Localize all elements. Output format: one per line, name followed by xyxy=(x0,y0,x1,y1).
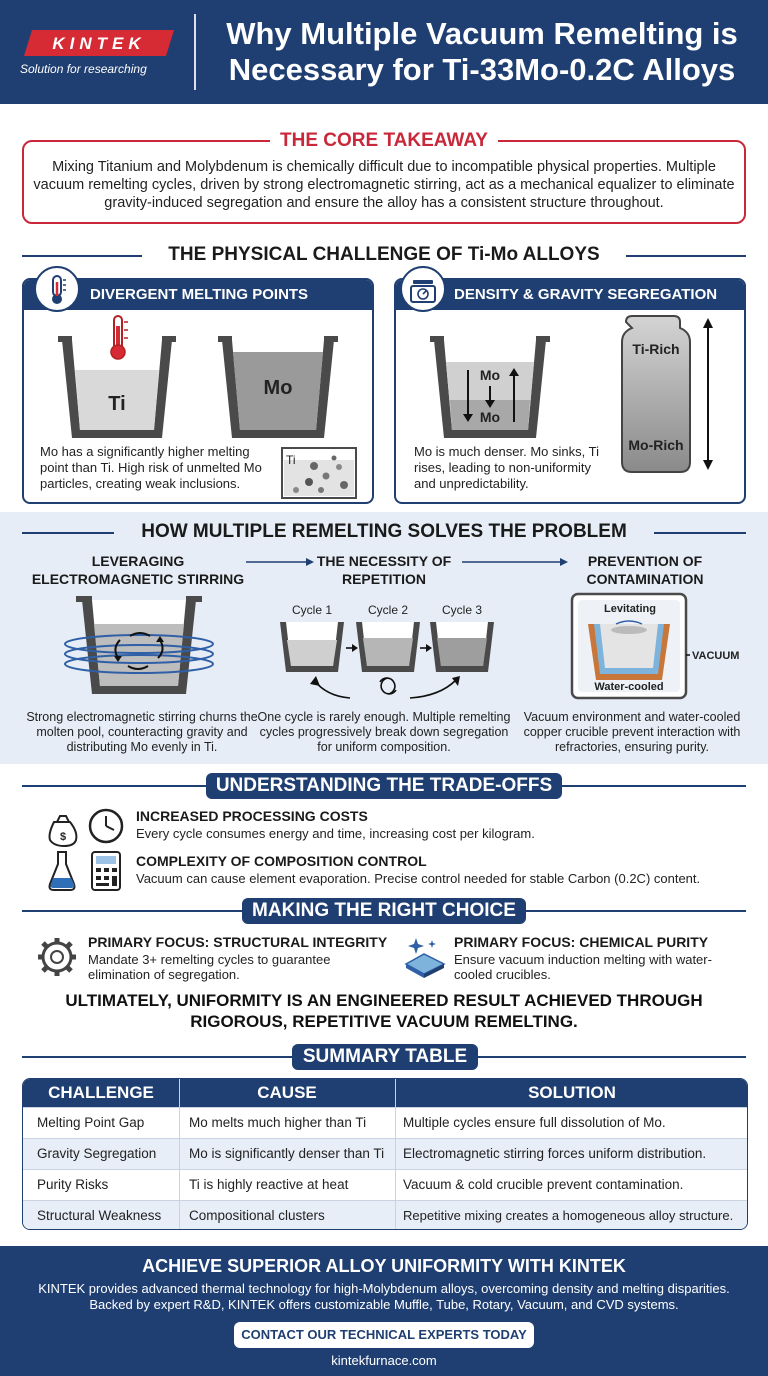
flask-icon xyxy=(50,852,75,890)
melting-points-title: DIVERGENT MELTING POINTS xyxy=(90,286,309,303)
column-header-cause: CAUSE xyxy=(257,1083,317,1102)
tradeoff-composition-title: COMPLEXITY OF COMPOSITION CONTROL xyxy=(136,853,427,869)
column-header-solution: SOLUTION xyxy=(528,1083,616,1102)
summary-table xyxy=(22,1078,748,1230)
cell-cause: Mo melts much higher than Ti xyxy=(189,1115,367,1130)
cell-challenge: Purity Risks xyxy=(37,1177,109,1192)
cycle1-label: Cycle 1 xyxy=(291,603,333,617)
summary-heading xyxy=(22,1044,746,1070)
scale-badge-icon xyxy=(400,266,446,312)
tradeoffs-heading xyxy=(22,773,746,799)
cell-challenge: Gravity Segregation xyxy=(37,1146,157,1161)
gear-icon xyxy=(34,934,80,980)
cell-solution: Multiple cycles ensure full dissolution of Mo. xyxy=(403,1115,666,1130)
remelt-illustrations xyxy=(0,548,768,708)
cycle3-label: Cycle 3 xyxy=(441,603,483,617)
table-header-row xyxy=(23,1079,748,1107)
contact-experts-button[interactable]: CONTACT OUR TECHNICAL EXPERTS TODAY xyxy=(234,1322,534,1348)
col3-title-line1: PREVENTION OF xyxy=(587,553,703,569)
melting-points-panel xyxy=(22,278,374,504)
cell-challenge: Structural Weakness xyxy=(37,1208,162,1223)
levitating-label: Levitating xyxy=(604,603,656,615)
core-takeaway-title: THE CORE TAKEAWAY xyxy=(270,130,498,152)
choice-pill: MAKING THE RIGHT CHOICE xyxy=(242,898,526,924)
water-cooled-label: Water-cooled xyxy=(594,681,664,693)
tradeoff-composition-text: Vacuum can cause element evaporation. Precise control needed for stable Carbon (0.2C) content. xyxy=(136,871,701,886)
col2-title-line2: REPETITION xyxy=(341,571,426,587)
stirring-crucible-icon xyxy=(65,596,213,694)
logo-tagline: Solution for researching xyxy=(20,62,147,76)
svg-text:$: $ xyxy=(59,831,67,843)
density-text: Mo is much denser. Mo sinks, Ti rises, leading to non-uniformity and unpredictability. xyxy=(414,444,599,491)
cell-solution: Electromagnetic stirring forces uniform distribution. xyxy=(403,1146,707,1161)
label-ti: Ti xyxy=(108,393,126,415)
column-divider xyxy=(395,1079,396,1230)
label-mo-top: Mo xyxy=(479,367,501,383)
header-divider xyxy=(194,14,196,90)
inset-label-ti: Ti xyxy=(286,453,296,467)
flow-arrow-icon xyxy=(246,558,568,566)
table-row xyxy=(23,1107,748,1138)
tradeoff-costs-title: INCREASED PROCESSING COSTS xyxy=(136,808,368,824)
choice-purity-title: PRIMARY FOCUS: CHEMICAL PURITY xyxy=(454,934,709,950)
table-row xyxy=(23,1138,748,1169)
col1-text: Strong electromagnetic stirring churns the molten pool, counteracting gravity and distributing Mo evenly in Ti. xyxy=(26,710,258,754)
vacuum-chamber-icon xyxy=(572,594,739,698)
melting-points-text: Mo has a significantly higher melting point than Ti. High risk of unmelted Mo particles, creating weak inclusions. xyxy=(40,444,262,491)
table-row xyxy=(23,1169,748,1200)
col2-title-line1: THE NECESSITY OF xyxy=(316,553,452,569)
cell-cause: Ti is highly reactive at heat xyxy=(189,1177,349,1192)
label-mo: Mo xyxy=(263,377,293,399)
thermometer-icon xyxy=(111,316,128,359)
svg-text:KINTEK: KINTEK xyxy=(52,34,146,53)
cell-cause: Compositional clusters xyxy=(189,1208,325,1223)
money-bag-icon xyxy=(50,816,77,846)
cell-solution: Vacuum & cold crucible prevent contamination. xyxy=(403,1177,684,1192)
core-takeaway-text: Mixing Titanium and Molybdenum is chemically difficult due to incompatible physical properties. Multiple vacuum remelting cycles, driven by strong electromagnetic stirring, act as a mechanical equalizer to eliminate gravity-induced segregation and ensure the alloy has a consistent structure throughout. xyxy=(33,159,735,211)
title-line-2: Necessary for Ti-33Mo-0.2C Alloys xyxy=(228,52,736,87)
label-mo-bottom: Mo xyxy=(479,409,501,425)
clock-icon xyxy=(90,810,122,842)
physical-heading-text: THE PHYSICAL CHALLENGE OF Ti-Mo ALLOYS xyxy=(168,244,600,265)
vacuum-label: VACUUM xyxy=(692,650,740,662)
cycle2-label: Cycle 2 xyxy=(367,603,409,617)
cell-solution: Repetitive mixing creates a homogeneous alloy structure. xyxy=(403,1208,734,1223)
core-title-wrap xyxy=(0,130,768,152)
ingot-icon xyxy=(622,316,713,472)
tradeoffs-pill: UNDERSTANDING THE TRADE-OFFS xyxy=(206,773,562,799)
website-link[interactable]: kintekfurnace.com xyxy=(331,1353,437,1368)
thermometer-badge-icon xyxy=(34,266,80,312)
tradeoff-icons xyxy=(44,804,128,894)
inclusion-inset-icon xyxy=(282,448,356,498)
cycle-crucibles-icon xyxy=(280,603,494,698)
col1-title-line2: ELECTROMAGNETIC STIRRING xyxy=(31,571,245,587)
cell-cause: Mo is significantly denser than Ti xyxy=(189,1146,385,1161)
col3-title-line2: CONTAMINATION xyxy=(586,571,704,587)
choice-structural-title: PRIMARY FOCUS: STRUCTURAL INTEGRITY xyxy=(88,934,388,950)
logo-wordmark-icon xyxy=(24,30,174,56)
choice-structural-text: Mandate 3+ remelting cycles to guarantee elimination of segregation. xyxy=(88,952,331,982)
density-title: DENSITY & GRAVITY SEGREGATION xyxy=(454,286,718,303)
label-mo-rich: Mo-Rich xyxy=(628,437,684,453)
column-divider xyxy=(179,1079,180,1230)
page-title xyxy=(204,16,760,88)
label-ti-rich: Ti-Rich xyxy=(632,341,680,357)
physical-challenge-heading xyxy=(22,244,746,268)
sparkle-tile-icon xyxy=(402,934,448,980)
footer-text: KINTEK provides advanced thermal technology for high-Molybdenum alloys, overcoming density and melting disparities. Backed by expert R&D, KINTEK offers customizable Muffle, Tube, Rotary, Vacuum, and CVD systems. xyxy=(38,1281,730,1312)
density-panel xyxy=(394,278,746,504)
choice-heading xyxy=(22,898,746,924)
column-header-challenge: CHALLENGE xyxy=(48,1083,154,1102)
ultimate-statement: ULTIMATELY, UNIFORMITY IS AN ENGINEERED RESULT ACHIEVED THROUGH RIGOROUS, REPETITIVE VACUUM REMELTING. xyxy=(65,991,703,1031)
table-row xyxy=(23,1200,748,1230)
tradeoff-costs-text: Every cycle consumes energy and time, increasing cost per kilogram. xyxy=(136,826,535,841)
col3-text: Vacuum environment and water-cooled copper crucible prevent interaction with refractories, ensuring purity. xyxy=(523,710,741,754)
footer-title: ACHIEVE SUPERIOR ALLOY UNIFORMITY WITH KINTEK xyxy=(142,1256,626,1276)
remelt-heading-text: HOW MULTIPLE REMELTING SOLVES THE PROBLEM xyxy=(141,521,627,542)
segregation-crucible-icon xyxy=(430,336,550,438)
title-line-1: Why Multiple Vacuum Remelting is xyxy=(226,16,738,51)
col1-title-line1: LEVERAGING xyxy=(91,553,185,569)
kintek-logo[interactable] xyxy=(18,30,178,80)
calculator-icon xyxy=(92,852,120,890)
summary-pill: SUMMARY TABLE xyxy=(292,1044,478,1070)
cell-challenge: Melting Point Gap xyxy=(37,1115,145,1130)
col2-text: One cycle is rarely enough. Multiple remelting cycles progressively break down segregation for uniform composition. xyxy=(257,710,511,754)
mo-crucible-icon xyxy=(218,336,338,438)
choice-purity-text: Ensure vacuum induction melting with water-cooled crucibles. xyxy=(454,952,712,982)
header-banner xyxy=(0,0,768,104)
remelt-heading xyxy=(22,521,746,545)
